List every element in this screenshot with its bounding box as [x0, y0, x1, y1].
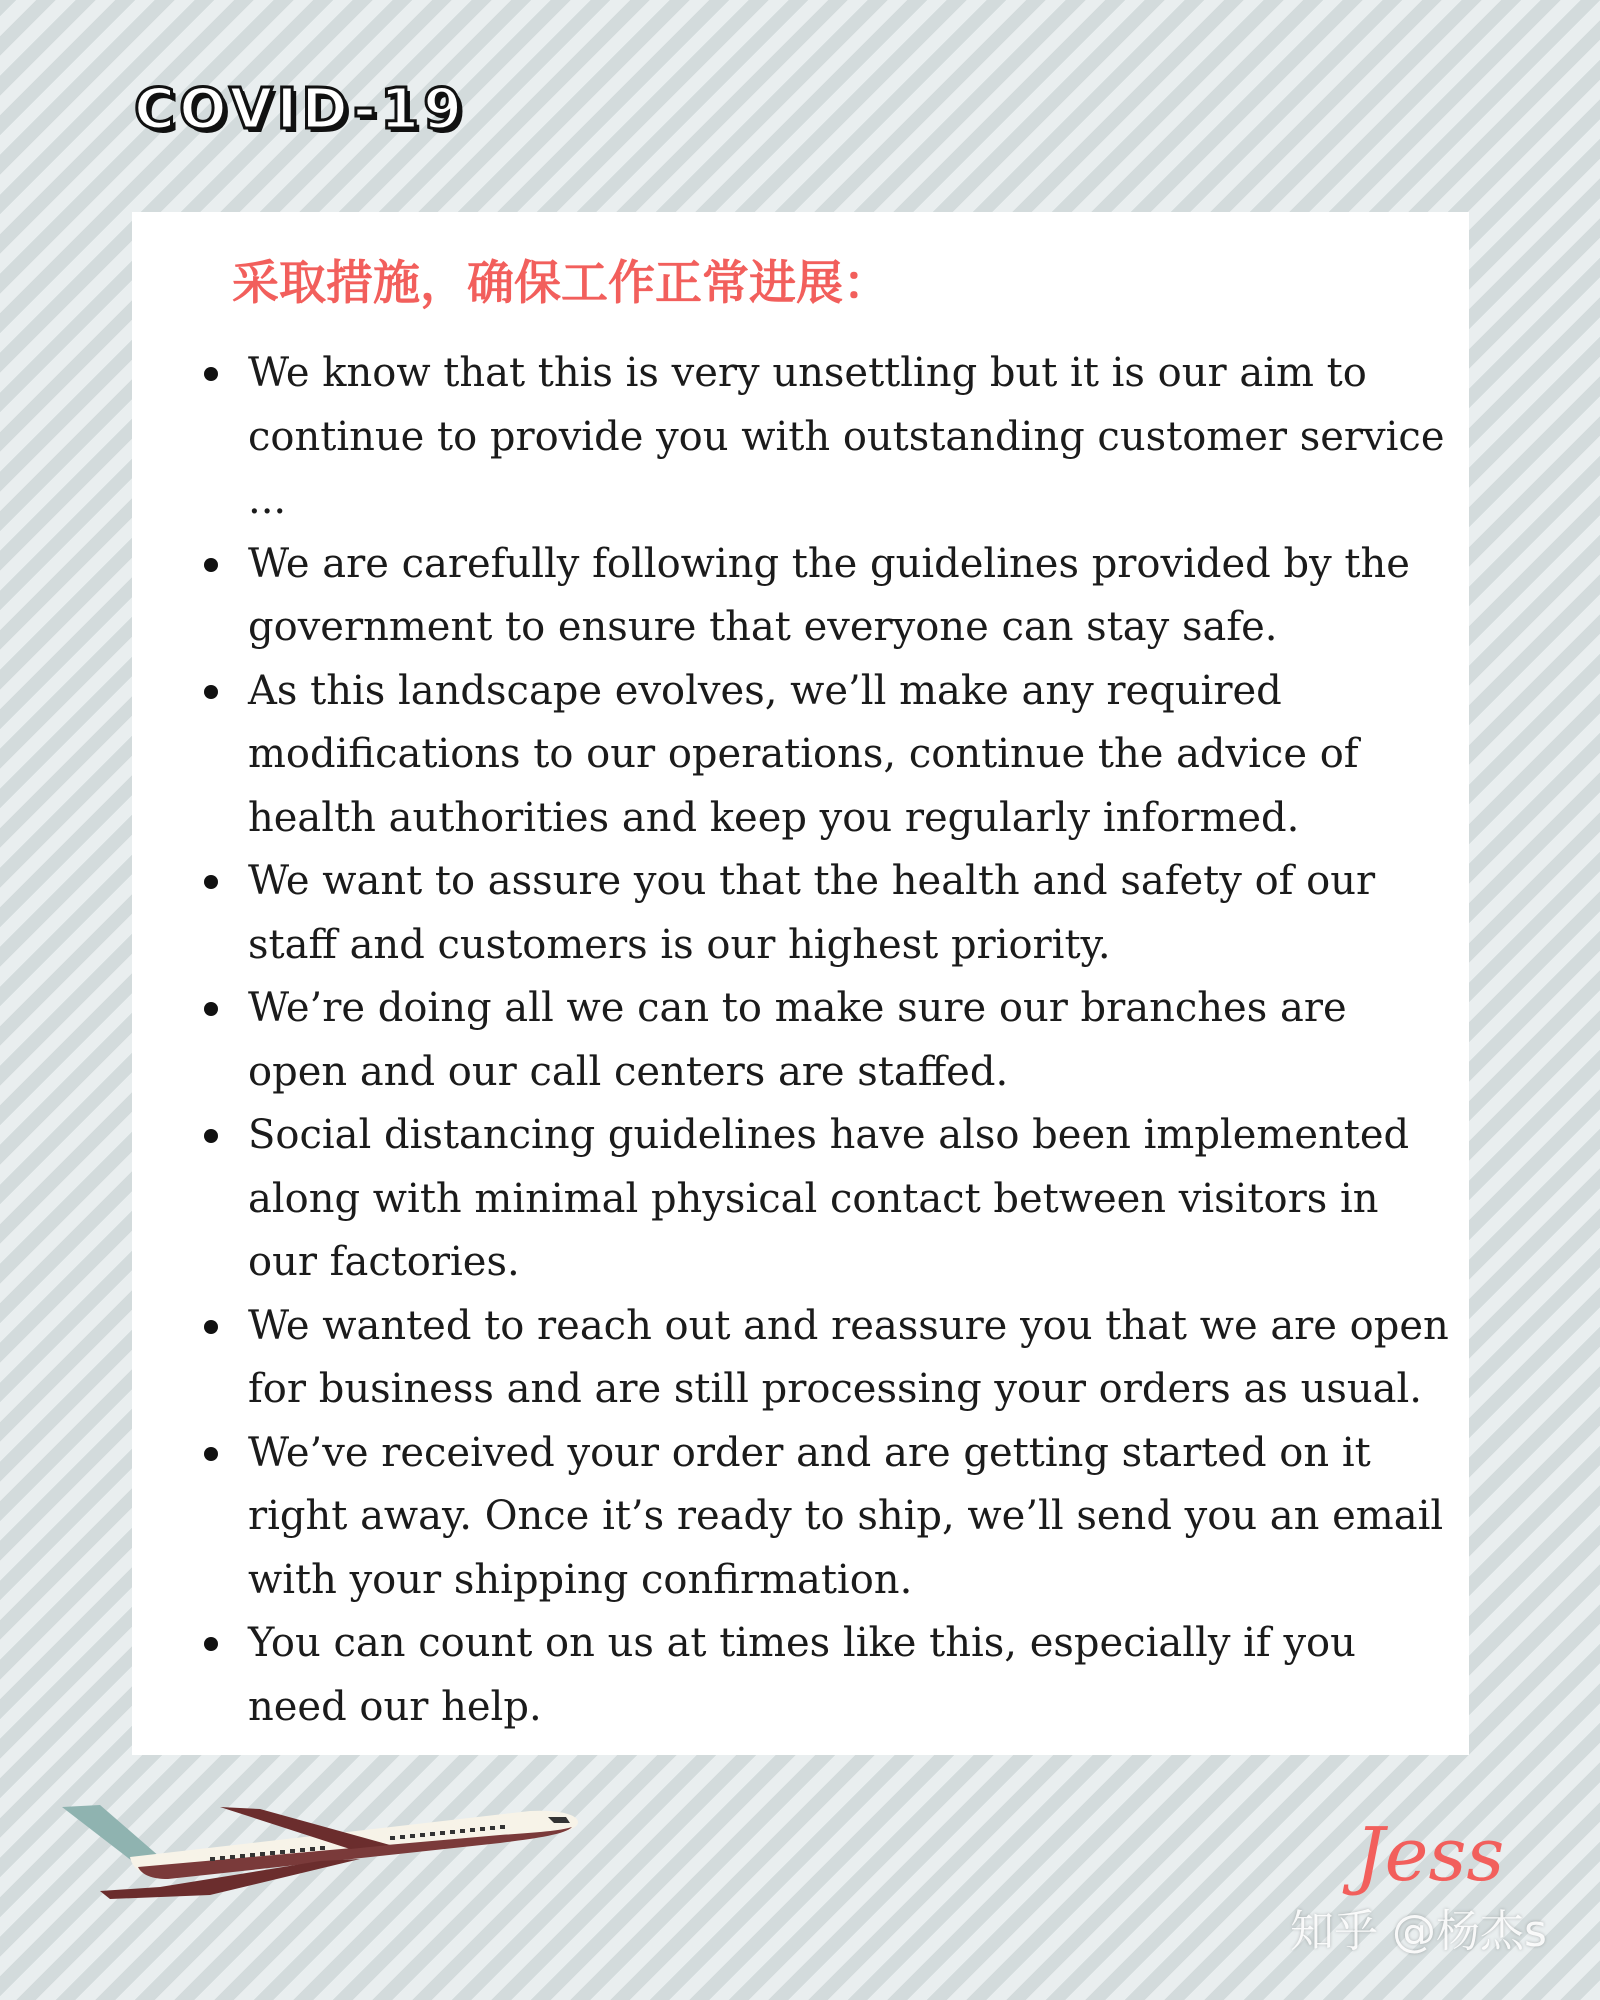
list-item-text: We want to assure you that the health and safety of our staff and customers is our highest priority. — [248, 858, 1376, 968]
notice-card — [132, 212, 1469, 1755]
bullet-dot-icon — [204, 1637, 218, 1651]
bullet-dot-icon — [204, 1447, 218, 1461]
list-item — [204, 660, 1454, 851]
list-item-text: We are carefully following the guidelines provided by the government to ensure that everyone can stay safe. — [248, 540, 1410, 650]
card-heading: 采取措施，确保工作正常进展： — [232, 256, 890, 311]
bullet-list — [204, 342, 1454, 1739]
list-item — [204, 977, 1454, 1104]
airplane-icon — [60, 1795, 600, 1905]
bullet-dot-icon — [204, 1320, 218, 1334]
list-item — [204, 342, 1454, 533]
page-title: COVID-19 — [134, 77, 467, 142]
list-item — [204, 1612, 1454, 1739]
list-item — [204, 1295, 1454, 1422]
list-item — [204, 1104, 1454, 1295]
bullet-dot-icon — [204, 1002, 218, 1016]
list-item-text: Social distancing guidelines have also been implemented along with minimal physical contact between visitors in our factories. — [248, 1112, 1410, 1285]
bullet-dot-icon — [204, 685, 218, 699]
list-item-text: We’ve received your order and are getting started on it right away. Once it’s ready to ship, we’ll send you an email with your shipping confirmation. — [248, 1429, 1444, 1603]
list-item — [204, 850, 1454, 977]
list-item-text: We wanted to reach out and reassure you that we are open for business and are still processing your orders as usual. — [248, 1302, 1449, 1412]
list-item — [204, 533, 1454, 660]
bullet-dot-icon — [204, 367, 218, 381]
watermark: 知乎 @杨杰s — [1290, 1906, 1547, 1957]
list-item-text: You can count on us at times like this, especially if you need our help. — [248, 1620, 1356, 1730]
list-item — [204, 1422, 1454, 1613]
list-item-text: We know that this is very unsettling but it is our aim to continue to provide you with outstanding customer service ... — [248, 350, 1445, 523]
bullet-dot-icon — [204, 558, 218, 572]
list-item-text: As this landscape evolves, we’ll make any required modifications to our operations, continue the advice of health authorities and keep you regularly informed. — [248, 667, 1359, 841]
list-item-text: We’re doing all we can to make sure our branches are open and our call centers are staffed. — [248, 985, 1347, 1095]
bullet-dot-icon — [204, 875, 218, 889]
bullet-dot-icon — [204, 1129, 218, 1143]
signature: Jess — [1355, 1812, 1505, 1898]
